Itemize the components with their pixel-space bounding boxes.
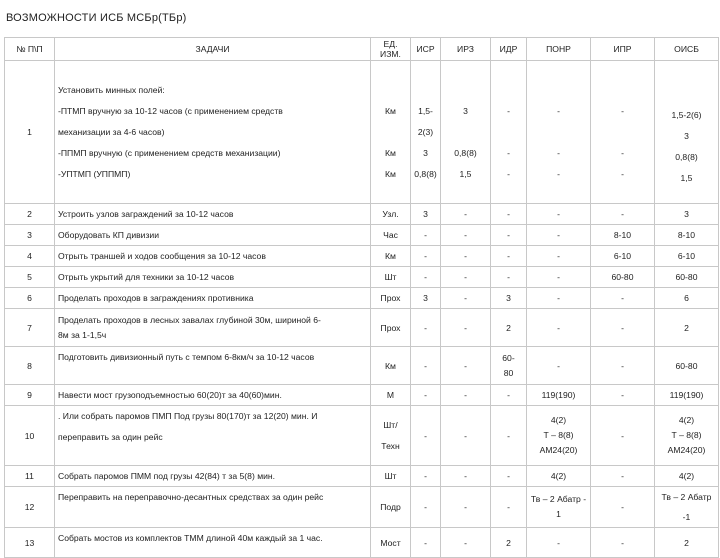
- row-idr: -: [491, 385, 527, 406]
- row-task: [55, 406, 371, 466]
- row-ipr: 6-10: [591, 246, 655, 267]
- row-irz: -: [441, 288, 491, 309]
- capabilities-table: [4, 37, 719, 558]
- task-line: Установить минных полей:: [58, 84, 165, 95]
- ponr-line: -: [557, 168, 560, 179]
- oisb-line: 1,5-2(6): [671, 110, 702, 120]
- ponr-line: Т – 8(8): [543, 430, 574, 440]
- table-row: [5, 204, 719, 225]
- row-idr: -: [491, 225, 527, 246]
- row-isr: -: [411, 225, 441, 246]
- table-row: [5, 466, 719, 487]
- row-isr: -: [411, 267, 441, 288]
- task-line: механизации за 4-6 часов): [58, 126, 165, 137]
- header-idr: ИДР: [491, 38, 527, 61]
- row-isr: 3: [411, 204, 441, 225]
- header-num: № П\П: [5, 38, 55, 61]
- row-num: 3: [5, 225, 55, 246]
- row-ponr: -: [527, 246, 591, 267]
- isr-line: 0,8(8): [414, 168, 437, 179]
- row-task: Навести мост грузоподъемностью 60(20)т за 40(60)мин.: [55, 385, 371, 406]
- row-ponr: -: [527, 288, 591, 309]
- page-title: ВОЗМОЖНОСТИ ИСБ МСБр(ТБр): [6, 12, 187, 24]
- row-idr: -: [491, 466, 527, 487]
- row-oisb: 60-80: [655, 267, 719, 288]
- header-ponr: ПОНР: [527, 38, 591, 61]
- row-isr: 3: [411, 288, 441, 309]
- oisb-line: Т – 8(8): [671, 430, 702, 440]
- row-ponr: -: [527, 225, 591, 246]
- row-isr: -: [411, 406, 441, 466]
- task-line: -ПТМП вручную за 10-12 часов (с применением средств: [58, 105, 283, 116]
- row-irz: -: [441, 487, 491, 528]
- unit-line: Техн: [381, 440, 400, 451]
- table-row: [5, 246, 719, 267]
- task-line: . Или собрать паромов ПМП Под грузы 80(170)т за 12(20) мин. И: [58, 411, 318, 421]
- row-ponr: -: [527, 309, 591, 347]
- row-ipr: -: [591, 487, 655, 528]
- row-ipr: -: [591, 288, 655, 309]
- row-ponr: -: [527, 204, 591, 225]
- row-num: 10: [5, 406, 55, 466]
- row-task: Отрыть укрытий для техники за 10-12 часов: [55, 267, 371, 288]
- row-idr: [491, 61, 527, 204]
- unit-line: Км: [385, 147, 396, 158]
- table-row: [5, 528, 719, 558]
- row-ipr: -: [591, 309, 655, 347]
- isr-line: 2(3): [417, 126, 434, 137]
- row-ipr: [591, 61, 655, 204]
- unit-line: Шт/: [383, 419, 398, 430]
- row-unit: Км: [371, 246, 411, 267]
- row-ipr: -: [591, 528, 655, 558]
- row-oisb: 2: [655, 528, 719, 558]
- row-ipr: -: [591, 204, 655, 225]
- header-task: ЗАДАЧИ: [55, 38, 371, 61]
- row-idr: -: [491, 487, 527, 528]
- row-isr: -: [411, 347, 441, 385]
- table-row: [5, 406, 719, 466]
- row-oisb: 60-80: [655, 347, 719, 385]
- row-num: 2: [5, 204, 55, 225]
- irz-line: 0,8(8): [454, 147, 477, 158]
- table-header-row: [5, 38, 719, 61]
- isr-line: 3: [423, 147, 428, 158]
- row-ponr: [527, 487, 591, 528]
- row-idr: 3: [491, 288, 527, 309]
- ipr-line: -: [621, 168, 624, 179]
- table-row: [5, 61, 719, 204]
- row-task: Собрать мостов из комплектов ТММ длиной 40м каждый за 1 час.: [55, 528, 371, 558]
- row-task: Переправить на переправочно-десантных средствах за один рейс: [55, 487, 371, 528]
- row-unit: Подр: [371, 487, 411, 528]
- row-idr: 2: [491, 528, 527, 558]
- row-task: [55, 61, 371, 204]
- row-unit: М: [371, 385, 411, 406]
- task-line: 8м за 1-1,5ч: [58, 329, 107, 340]
- row-num: 13: [5, 528, 55, 558]
- header-oisb: ОИСБ: [655, 38, 719, 61]
- task-line: Проделать проходов в лесных завалах глубиной 30м, шириной 6-: [58, 314, 321, 325]
- oisb-line: 1,5: [680, 173, 693, 183]
- irz-line: 1,5: [459, 168, 472, 179]
- row-unit: [371, 61, 411, 204]
- idr-line: 80: [503, 367, 514, 378]
- idr-line: -: [507, 105, 510, 116]
- row-idr: -: [491, 246, 527, 267]
- row-unit: Прох: [371, 309, 411, 347]
- row-irz: [441, 61, 491, 204]
- row-isr: -: [411, 466, 441, 487]
- row-task: Отрыть траншей и ходов сообщения за 10-12 часов: [55, 246, 371, 267]
- header-unit: ЕД. ИЗМ.: [371, 38, 411, 61]
- task-line: -УПТМП (УППМП): [58, 168, 131, 179]
- table-row: [5, 225, 719, 246]
- table-row: [5, 288, 719, 309]
- row-isr: -: [411, 309, 441, 347]
- task-line: переправить за один рейс: [58, 432, 163, 442]
- row-unit: Шт: [371, 267, 411, 288]
- row-isr: -: [411, 385, 441, 406]
- unit-line: Км: [385, 168, 396, 179]
- row-task: Устроить узлов заграждений за 10-12 часов: [55, 204, 371, 225]
- row-unit: Км: [371, 347, 411, 385]
- row-irz: -: [441, 225, 491, 246]
- row-ipr: 60-80: [591, 267, 655, 288]
- row-irz: -: [441, 406, 491, 466]
- header-ipr: ИПР: [591, 38, 655, 61]
- row-ipr: 8-10: [591, 225, 655, 246]
- row-num: 8: [5, 347, 55, 385]
- row-ponr: -: [527, 528, 591, 558]
- ponr-line: -: [557, 105, 560, 116]
- row-ipr: -: [591, 385, 655, 406]
- row-num: 6: [5, 288, 55, 309]
- row-irz: -: [441, 466, 491, 487]
- row-idr: 2: [491, 309, 527, 347]
- row-num: 5: [5, 267, 55, 288]
- row-num: 11: [5, 466, 55, 487]
- row-oisb: 8-10: [655, 225, 719, 246]
- row-irz: -: [441, 309, 491, 347]
- row-ipr: -: [591, 347, 655, 385]
- row-ipr: -: [591, 466, 655, 487]
- row-oisb: Тв – 2 Абатр -1: [655, 487, 719, 528]
- ponr-line: -: [557, 147, 560, 158]
- unit-line: Км: [385, 105, 396, 116]
- row-num: 4: [5, 246, 55, 267]
- table-row: [5, 267, 719, 288]
- row-unit: Шт: [371, 466, 411, 487]
- oisb-line: 0,8(8): [675, 152, 698, 162]
- idr-line: -: [507, 147, 510, 158]
- header-irz: ИРЗ: [441, 38, 491, 61]
- row-unit: Узл.: [371, 204, 411, 225]
- task-line: -ППМП вручную (с применением средств механизации): [58, 147, 281, 158]
- idr-line: -: [507, 168, 510, 179]
- oisb-line: 3: [684, 131, 689, 141]
- ponr-line: Тв – 2 Абатр -: [530, 494, 587, 504]
- row-num: 9: [5, 385, 55, 406]
- row-oisb: 6-10: [655, 246, 719, 267]
- row-unit: Час: [371, 225, 411, 246]
- row-task: Подготовить дивизионный путь с темпом 6-8км/ч за 10-12 часов: [55, 347, 371, 385]
- row-isr: [411, 61, 441, 204]
- row-oisb: [655, 406, 719, 466]
- row-irz: -: [441, 204, 491, 225]
- row-oisb: [655, 61, 719, 204]
- row-ponr: [527, 61, 591, 204]
- isr-line: 1,5-: [418, 105, 433, 116]
- row-num: 7: [5, 309, 55, 347]
- row-oisb: 4(2): [655, 466, 719, 487]
- row-idr: -: [491, 406, 527, 466]
- row-unit: Мост: [371, 528, 411, 558]
- ponr-line: 1: [556, 509, 561, 519]
- row-num: 1: [5, 61, 55, 204]
- row-num: 12: [5, 487, 55, 528]
- row-task: Проделать проходов в заграждениях противника: [55, 288, 371, 309]
- row-isr: -: [411, 487, 441, 528]
- row-task: Собрать паромов ПММ под грузы 42(84) т за 5(8) мин.: [55, 466, 371, 487]
- row-irz: -: [441, 267, 491, 288]
- row-oisb: 119(190): [655, 385, 719, 406]
- row-idr: [491, 347, 527, 385]
- ipr-line: -: [621, 147, 624, 158]
- row-ponr: [527, 406, 591, 466]
- table-row: [5, 347, 719, 385]
- row-ipr: -: [591, 406, 655, 466]
- row-isr: -: [411, 246, 441, 267]
- irz-line: 3: [463, 105, 468, 116]
- ponr-line: АМ24(20): [539, 445, 578, 455]
- table-row: [5, 487, 719, 528]
- row-idr: -: [491, 204, 527, 225]
- row-irz: -: [441, 528, 491, 558]
- row-irz: -: [441, 347, 491, 385]
- row-irz: -: [441, 246, 491, 267]
- row-task: [55, 309, 371, 347]
- oisb-line: 4(2): [678, 415, 695, 425]
- row-unit: [371, 406, 411, 466]
- oisb-line: АМ24(20): [667, 445, 706, 455]
- row-unit: Прох: [371, 288, 411, 309]
- row-ponr: 4(2): [527, 466, 591, 487]
- table-row: [5, 385, 719, 406]
- row-ponr: -: [527, 267, 591, 288]
- row-oisb: 3: [655, 204, 719, 225]
- ponr-line: 4(2): [550, 415, 567, 425]
- row-oisb: 2: [655, 309, 719, 347]
- row-task: Оборудовать КП дивизии: [55, 225, 371, 246]
- row-irz: -: [441, 385, 491, 406]
- row-idr: -: [491, 267, 527, 288]
- row-ponr: 119(190): [527, 385, 591, 406]
- row-ponr: -: [527, 347, 591, 385]
- header-isr: ИСР: [411, 38, 441, 61]
- row-isr: -: [411, 528, 441, 558]
- idr-line: 60-: [502, 352, 515, 363]
- table-row: [5, 309, 719, 347]
- row-oisb: 6: [655, 288, 719, 309]
- ipr-line: -: [621, 105, 624, 116]
